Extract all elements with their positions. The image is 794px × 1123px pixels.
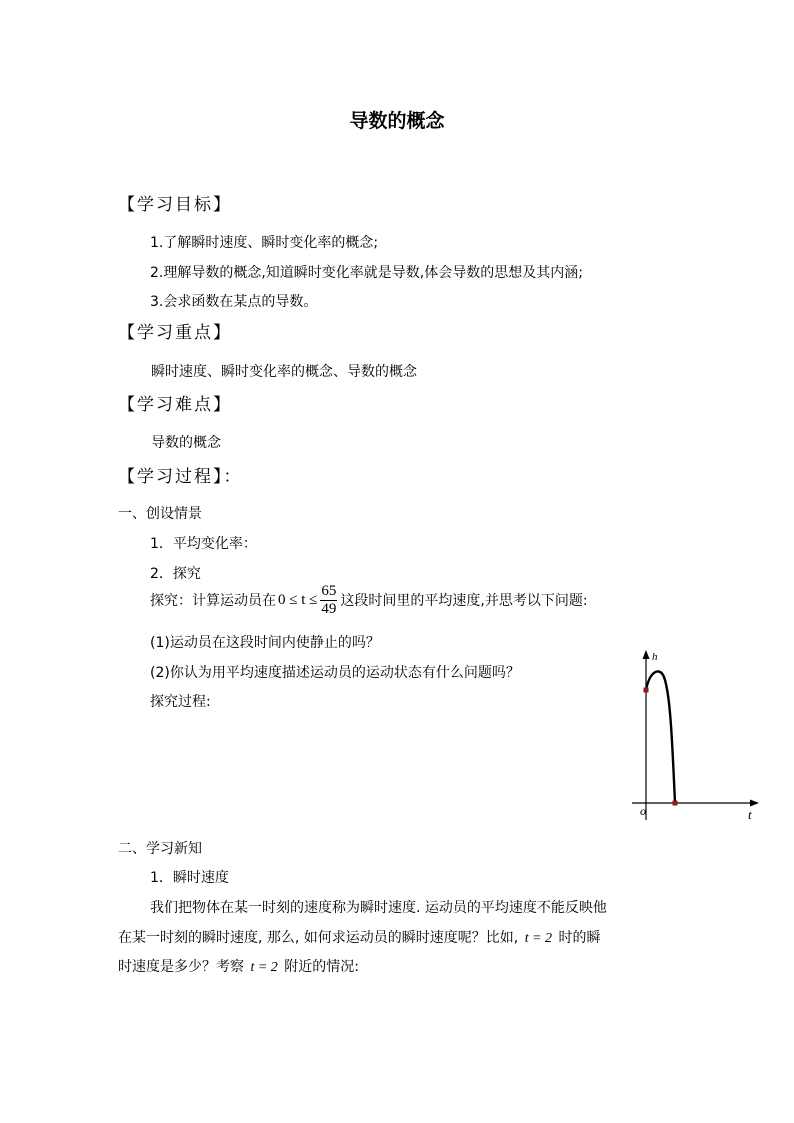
difficulties-text: 导数的概念 xyxy=(151,435,221,451)
math-t-equals-2-b: t = 2 xyxy=(250,960,278,975)
origin-label: o xyxy=(640,804,646,818)
process-heading: 【学习过程】： xyxy=(118,467,243,487)
part1-item-2: 2．探究 xyxy=(150,566,201,582)
part2-heading: 二、学习新知 xyxy=(118,841,202,857)
key-points-text: 瞬时速度、瞬时变化率的概念、导数的概念 xyxy=(151,364,417,380)
paragraph-line-2 xyxy=(118,927,601,947)
explore-prefix: 探究：计算运动员在 xyxy=(150,593,276,609)
fraction-65-49 xyxy=(320,583,337,618)
question-2: (2)你认为用平均速度描述运动员的运动状态有什么问题吗？ xyxy=(150,665,520,681)
y-axis-label: h xyxy=(652,651,658,663)
start-point-marker xyxy=(644,688,649,693)
part1-heading: 一、创设情景 xyxy=(118,506,202,522)
explore-suffix: 这段时间里的平均速度,并思考以下问题: xyxy=(340,593,588,609)
math-t-equals-2: t = 2 xyxy=(524,931,553,946)
graph-svg xyxy=(628,645,768,825)
x-axis-arrow-icon xyxy=(750,800,759,807)
paragraph-line-3-text-a: 时速度是多少？考察 xyxy=(118,959,244,975)
objective-item-1: 1.了解瞬时速度、瞬时变化率的概念; xyxy=(150,235,379,251)
paragraph-line-1: 我们把物体在某一时刻的速度称为瞬时速度. 运动员的平均速度不能反映他 xyxy=(150,900,607,916)
explore-line xyxy=(150,580,588,620)
fraction-numerator: 65 xyxy=(321,582,337,599)
explore-process-label: 探究过程: xyxy=(150,694,211,710)
paragraph-line-2-text-b: 时的瞬 xyxy=(558,930,601,946)
paragraph-line-3-text-b: 附近的情况: xyxy=(284,959,359,975)
fraction-denominator: 49 xyxy=(321,600,337,617)
page-title: 导数的概念 xyxy=(349,110,445,132)
part1-item-1: 1．平均变化率： xyxy=(150,536,257,552)
landing-point-marker xyxy=(673,801,678,806)
x-axis-label: t xyxy=(748,807,752,822)
y-axis-arrow-icon xyxy=(643,650,650,659)
difficulties-heading: 【学习难点】 xyxy=(118,395,232,415)
question-1: (1)运动员在这段时间内使静止的吗？ xyxy=(150,635,380,651)
paragraph-line-2-text-a: 在某一时刻的瞬时速度, 那么, 如何求运动员的瞬时速度呢？比如, xyxy=(118,930,519,946)
height-time-graph xyxy=(628,645,768,825)
part2-item-1: 1．瞬时速度 xyxy=(150,870,229,886)
paragraph-line-3 xyxy=(118,956,359,976)
objective-item-2: 2.理解导数的概念,知道瞬时变化率就是导数,体会导数的思想及其内涵; xyxy=(150,265,583,281)
key-points-heading: 【学习重点】 xyxy=(118,323,232,343)
explore-math-inequality: 0 ≤ t ≤ xyxy=(278,591,318,608)
objective-item-3: 3.会求函数在某点的导数。 xyxy=(150,294,318,310)
objectives-heading: 【学习目标】 xyxy=(118,195,232,215)
